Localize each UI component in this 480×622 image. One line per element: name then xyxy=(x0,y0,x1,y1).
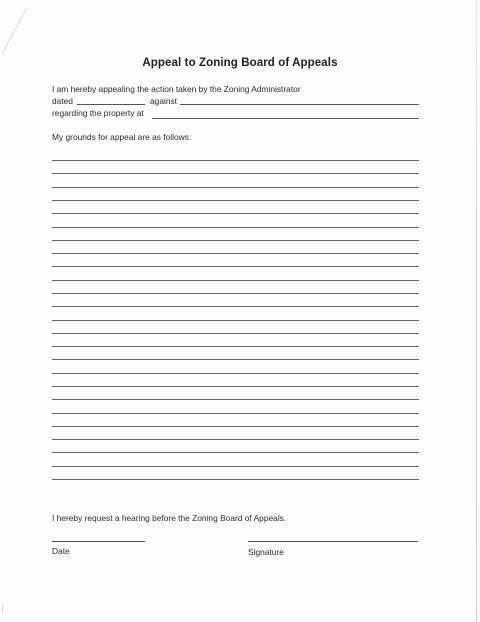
grounds-writing-line[interactable] xyxy=(52,359,419,360)
grounds-writing-line[interactable] xyxy=(52,346,419,347)
grounds-writing-line[interactable] xyxy=(52,373,419,374)
hearing-request-text: I hereby request a hearing before the Zoning Board of Appeals. xyxy=(52,513,287,523)
grounds-writing-line[interactable] xyxy=(52,386,419,387)
grounds-writing-line[interactable] xyxy=(52,466,419,467)
grounds-writing-line[interactable] xyxy=(52,426,419,427)
against-label: against xyxy=(150,96,178,106)
grounds-writing-line[interactable] xyxy=(52,452,419,453)
grounds-writing-line[interactable] xyxy=(52,253,419,254)
date-signature-line[interactable] xyxy=(52,541,145,542)
signature-line[interactable] xyxy=(248,541,418,542)
grounds-label: My grounds for appeal are as follows: xyxy=(52,132,192,142)
against-field-line[interactable] xyxy=(180,104,419,105)
scan-artifact-mark xyxy=(2,604,3,614)
grounds-writing-line[interactable] xyxy=(52,293,419,294)
grounds-writing-line[interactable] xyxy=(52,320,419,321)
grounds-writing-line[interactable] xyxy=(52,479,419,480)
form-title-text: Appeal to Zoning Board of Appeals xyxy=(142,57,338,69)
grounds-writing-line[interactable] xyxy=(52,306,419,307)
scan-artifact-mark xyxy=(2,8,27,54)
signature-label: Signature xyxy=(248,547,284,557)
grounds-writing-line[interactable] xyxy=(52,280,419,281)
grounds-writing-line[interactable] xyxy=(52,200,419,201)
grounds-writing-line[interactable] xyxy=(52,266,419,267)
grounds-writing-line[interactable] xyxy=(52,227,419,228)
date-label: Date xyxy=(52,546,70,556)
scan-edge xyxy=(476,0,477,622)
grounds-writing-line[interactable] xyxy=(52,173,419,174)
grounds-writing-line[interactable] xyxy=(52,160,419,161)
grounds-writing-line[interactable] xyxy=(52,413,419,414)
grounds-writing-line[interactable] xyxy=(52,333,419,334)
grounds-writing-line[interactable] xyxy=(52,213,419,214)
intro-line: I am hereby appealing the action taken by the Zoning Administrator xyxy=(52,84,301,94)
grounds-writing-line[interactable] xyxy=(52,439,419,440)
grounds-writing-line[interactable] xyxy=(52,240,419,241)
dated-label: dated xyxy=(52,96,73,106)
dated-field-line[interactable] xyxy=(77,104,145,105)
form-title xyxy=(0,57,480,69)
regarding-label: regarding the property at xyxy=(52,108,144,118)
grounds-writing-line[interactable] xyxy=(52,399,419,400)
property-field-line[interactable] xyxy=(152,118,419,119)
grounds-writing-line[interactable] xyxy=(52,187,419,188)
